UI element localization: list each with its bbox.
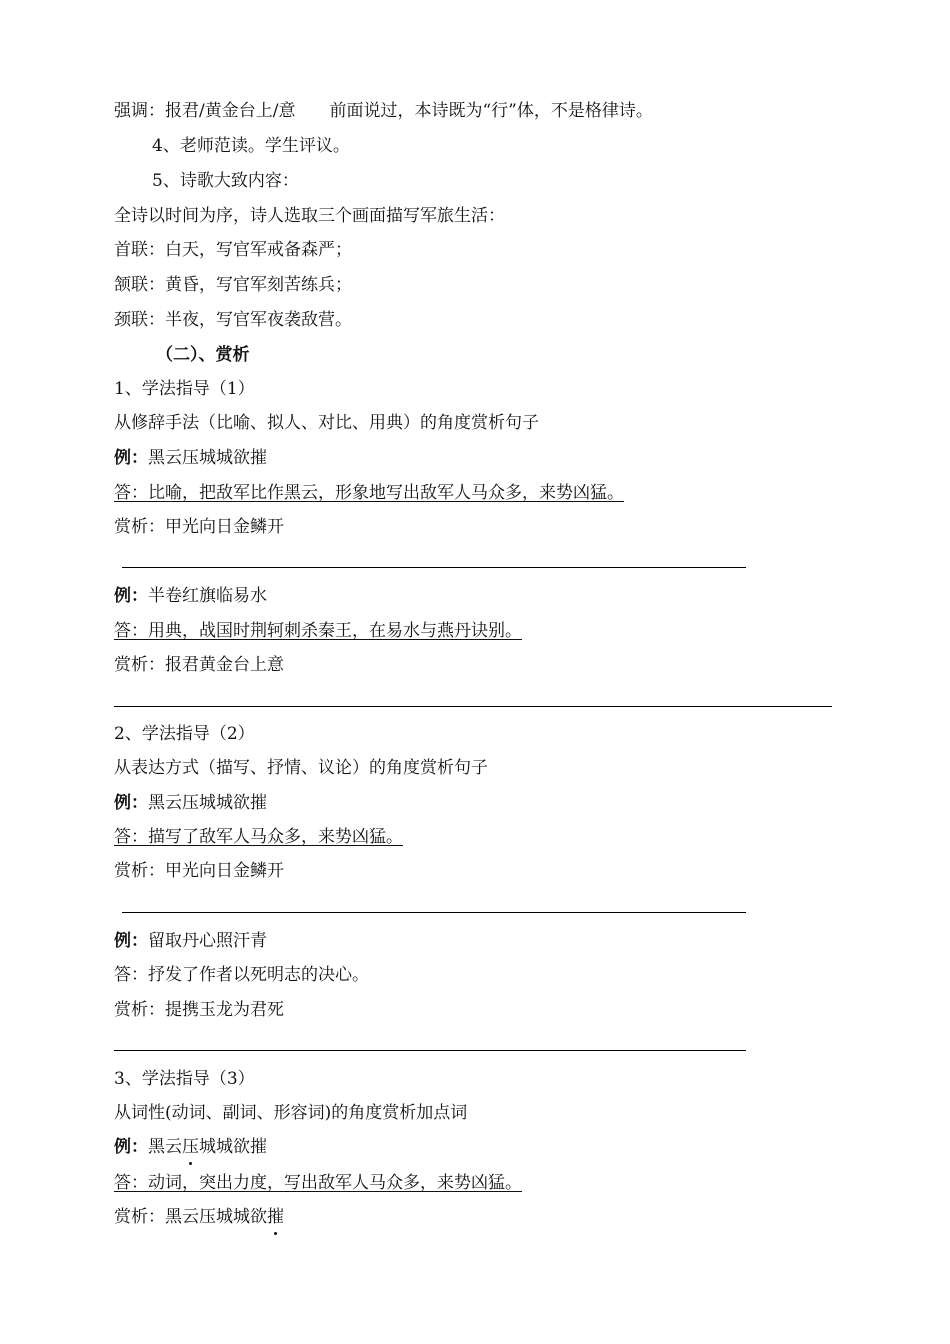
guide2-answer2: 答：抒发了作者以死明志的决心。 <box>114 965 369 985</box>
example-text-post: 城城欲摧 <box>199 1137 267 1157</box>
guide1-answer2: 答：用典，战国时荆轲刺杀秦王，在易水与燕丹诀别。 <box>114 621 522 641</box>
guide1-desc: 从修辞手法（比喻、拟人、对比、用典）的角度赏析句子 <box>114 413 539 433</box>
appreciate-text: 黑云压城城欲 <box>165 1207 267 1227</box>
example-text: 黑云压城城欲摧 <box>148 448 267 468</box>
guide3-desc: 从词性(动词、副词、形容词)的角度赏析加点词 <box>114 1103 468 1123</box>
guide1-appreciate2: 赏析：报君黄金台上意 <box>114 655 284 675</box>
answer-blank-line <box>114 1050 746 1051</box>
guide3-answer: 答：动词，突出力度，写出敌军人马众多，来势凶猛。 <box>114 1173 522 1193</box>
guide1-example1 <box>114 446 267 470</box>
guide3-heading: 3、学法指导（3） <box>114 1069 255 1089</box>
appreciate-label: 赏析： <box>114 1207 165 1227</box>
guide2-example1 <box>114 791 267 815</box>
guide3-example <box>114 1135 267 1159</box>
example-text: 半卷红旗临易水 <box>148 586 267 606</box>
couplet-second: 颔联：黄昏，写官军刻苦练兵； <box>114 275 352 295</box>
guide1-example2 <box>114 584 267 608</box>
example-label: 例： <box>114 448 148 468</box>
dotted-word: 压 <box>182 1137 199 1157</box>
example-label: 例： <box>114 793 148 813</box>
emphasis-line: 强调：报君/黄金台上/意 前面说过，本诗既为“行”体，不是格律诗。 <box>114 101 653 121</box>
couplet-third: 颈联：半夜，写官军夜袭敌营。 <box>114 310 352 330</box>
example-text: 留取丹心照汗青 <box>148 931 267 951</box>
example-text: 黑云压城城欲摧 <box>148 793 267 813</box>
answer-blank-line <box>122 567 746 568</box>
guide2-example2 <box>114 929 267 953</box>
guide2-answer1: 答：描写了敌军人马众多，来势凶猛。 <box>114 827 403 847</box>
guide2-heading: 2、学法指导（2） <box>114 724 255 744</box>
guide2-desc: 从表达方式（描写、抒情、议论）的角度赏析句子 <box>114 758 488 778</box>
example-text-pre: 黑云 <box>148 1137 182 1157</box>
example-label: 例： <box>114 1137 148 1157</box>
example-label: 例： <box>114 586 148 606</box>
guide2-appreciate2: 赏析：提携玉龙为君死 <box>114 1000 284 1020</box>
guide1-heading: 1、学法指导（1） <box>114 379 255 399</box>
example-label: 例： <box>114 931 148 951</box>
overview-line: 全诗以时间为序，诗人选取三个画面描写军旅生活： <box>114 206 505 226</box>
guide3-appreciate <box>114 1205 284 1229</box>
section-heading: （二）、赏析 <box>156 345 250 365</box>
guide2-appreciate1: 赏析：甲光向日金鳞开 <box>114 861 284 881</box>
step-5: 5、诗歌大致内容： <box>152 171 299 191</box>
dotted-word: 摧 <box>267 1207 284 1227</box>
guide1-answer1: 答：比喻，把敌军比作黑云，形象地写出敌军人马众多，来势凶猛。 <box>114 483 624 503</box>
couplet-first: 首联：白天，写官军戒备森严； <box>114 240 352 260</box>
answer-blank-line <box>114 706 832 707</box>
step-4: 4、老师范读。学生评议。 <box>152 136 350 156</box>
answer-blank-line <box>122 912 746 913</box>
guide1-appreciate1: 赏析：甲光向日金鳞开 <box>114 517 284 537</box>
